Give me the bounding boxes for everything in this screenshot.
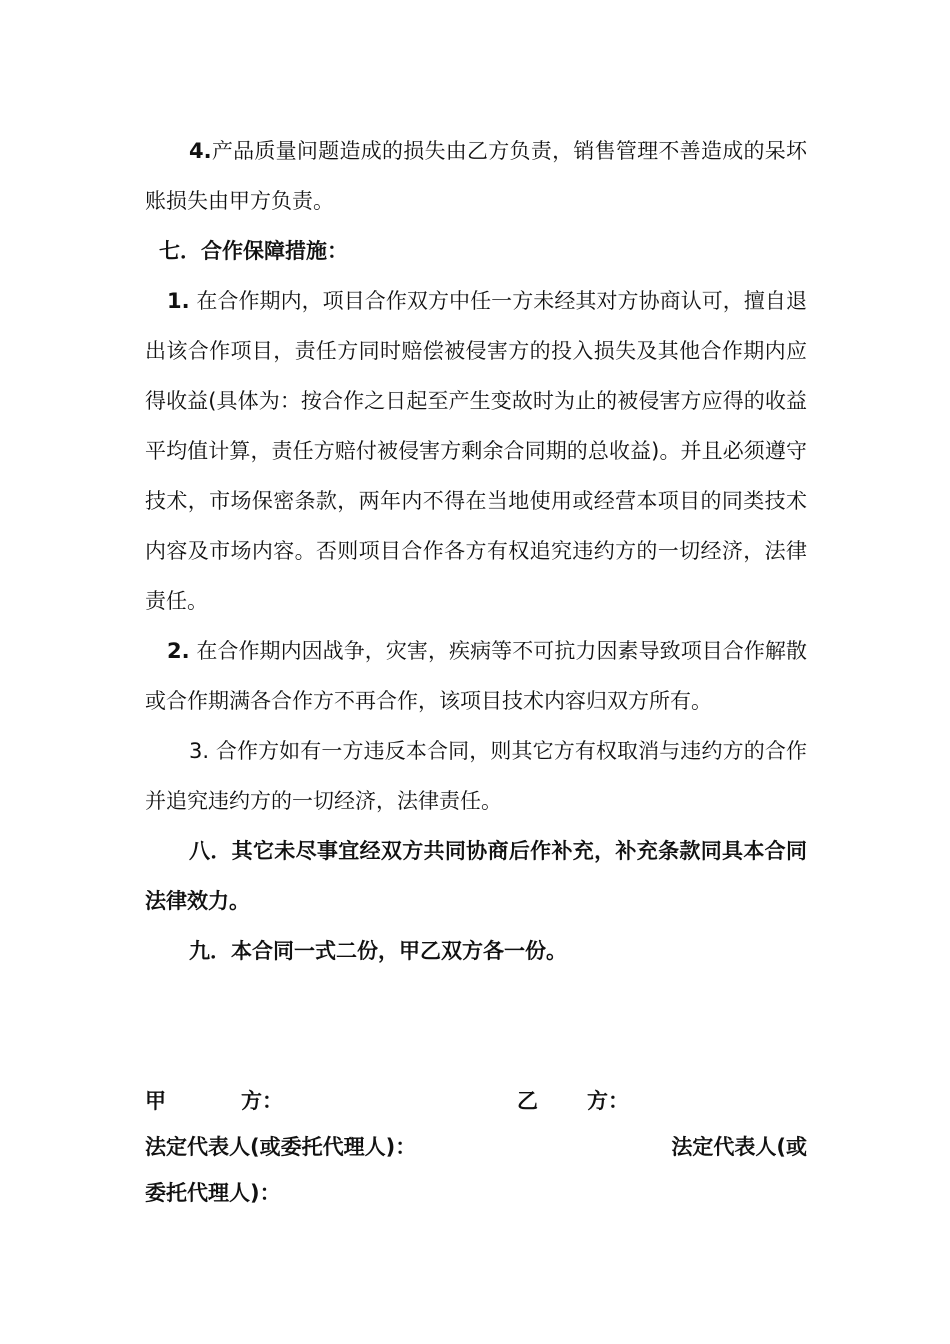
signature-block	[145, 1078, 807, 1216]
clause-7-3	[145, 726, 807, 826]
clause-7-1	[145, 276, 807, 626]
clause-text: 3. 合作方如有一方违反本合同，则其它方有权取消与违约方的合作并追究违约方的一切经济，法律责任。	[145, 739, 807, 813]
clause-text: 产品质量问题造成的损失由乙方负责，销售管理不善造成的呆坏账损失由甲方负责。	[145, 139, 807, 213]
representative-row-continued	[145, 1170, 807, 1216]
party-a-representative-label: 法定代表人(或委托代理人)：	[145, 1135, 417, 1159]
party-a-label-suffix: 方：	[241, 1089, 283, 1113]
clause-7-2	[145, 626, 807, 726]
party-b-representative-label: 法定代表人(或	[671, 1135, 807, 1159]
party-a-label-char: 甲	[145, 1089, 166, 1113]
contract-body	[145, 126, 807, 976]
clause-number: 4.	[189, 139, 212, 163]
clause-text: 在合作期内，项目合作双方中任一方未经其对方协商认可，擅自退出该合作项目，责任方同时赔偿被侵害方的投入损失及其他合作期内应得收益(具体为：按合作之日起至产生变故时为止的被侵害方应得的收益平均值计算，责任方赔付被侵害方剩余合同期的总收益)。并且必须遵守技术，市场保密条款，两年内不得在当地使用或经营本项目的同类技术内容及市场内容。否则项目合作各方有权追究违约方的一切经济，法律责任。	[145, 289, 807, 613]
clause-number: 2.	[167, 639, 190, 663]
party-b-representative-label-continued: 委托代理人)：	[145, 1181, 281, 1205]
section-7-title: 七．合作保障措施：	[159, 239, 348, 263]
party-b-label-char: 乙	[517, 1089, 538, 1113]
section-9: 九．本合同一式二份，甲乙双方各一份。	[189, 939, 567, 963]
clause-6-4	[145, 126, 807, 226]
section-8: 八．其它未尽事宜经双方共同协商后作补充，补充条款同具本合同法律效力。	[145, 839, 807, 913]
party-b-label-suffix: 方：	[587, 1089, 629, 1113]
representative-row	[145, 1124, 807, 1170]
clause-number: 1.	[167, 289, 190, 313]
clause-text: 在合作期内因战争，灾害，疾病等不可抗力因素导致项目合作解散或合作期满各合作方不再合作，该项目技术内容归双方所有。	[145, 639, 807, 713]
party-row	[145, 1078, 807, 1124]
